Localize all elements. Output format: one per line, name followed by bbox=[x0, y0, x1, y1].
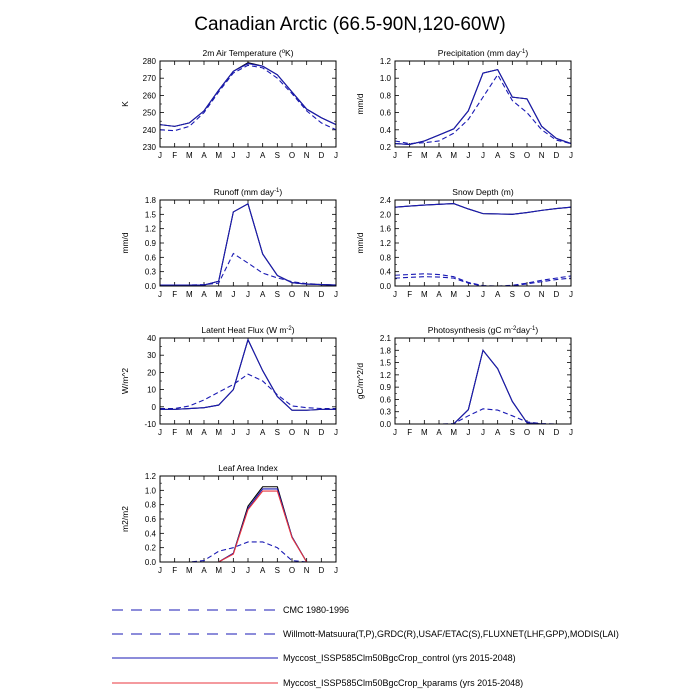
x-tick-label: J bbox=[334, 428, 338, 437]
panel-0 bbox=[120, 48, 338, 160]
x-tick-label: J bbox=[158, 151, 162, 160]
y-tick-label: 1.2 bbox=[379, 57, 391, 66]
y-tick-label: 1.2 bbox=[144, 224, 156, 234]
y-tick-label: 1.8 bbox=[379, 346, 391, 356]
x-tick-label: N bbox=[303, 290, 310, 299]
x-tick-label: M bbox=[215, 290, 223, 299]
series-line-3 bbox=[160, 491, 336, 562]
x-tick-label: J bbox=[231, 566, 236, 575]
x-tick-label: O bbox=[523, 151, 531, 160]
x-tick-label: J bbox=[231, 290, 236, 299]
plot-frame bbox=[160, 200, 336, 286]
legend-entry-3 bbox=[112, 678, 523, 688]
x-tick-label: A bbox=[259, 428, 266, 437]
x-tick-label: A bbox=[201, 290, 207, 299]
panel-title-main: Latent Heat Flux (W m bbox=[201, 325, 287, 335]
legend-label: Willmott-Matsuura(T,P),GRDC(R),USAF/ETAC(S),FLUXNET(LHF,GPP),MODIS(LAI) bbox=[283, 629, 619, 639]
y-tick-label: 0.6 bbox=[379, 395, 391, 405]
panel-2 bbox=[120, 187, 338, 299]
x-tick-label: M bbox=[215, 566, 223, 575]
y-tick-label: 0.6 bbox=[144, 253, 156, 263]
panel-title-tail: ) bbox=[279, 187, 283, 197]
y-tick-label: 1.0 bbox=[144, 486, 156, 496]
y-tick-label: 1.2 bbox=[379, 370, 391, 380]
y-tick-label: 0.8 bbox=[379, 253, 391, 263]
y-tick-label: 0.2 bbox=[379, 143, 391, 152]
series-line-0 bbox=[160, 65, 336, 130]
series-line-0 bbox=[395, 75, 571, 144]
x-tick-label: N bbox=[303, 566, 310, 575]
x-tick-label: J bbox=[334, 290, 338, 299]
x-tick-label: D bbox=[318, 428, 325, 437]
panel-title bbox=[428, 325, 539, 335]
x-tick-label: N bbox=[538, 428, 545, 437]
legend bbox=[112, 605, 619, 688]
x-tick-label: M bbox=[185, 151, 193, 160]
y-tick-label: 0.0 bbox=[144, 558, 156, 567]
plot-frame bbox=[395, 200, 571, 286]
y-tick-label: 0.4 bbox=[379, 125, 391, 135]
y-tick-label: 270 bbox=[142, 74, 156, 84]
x-tick-label: F bbox=[407, 290, 413, 299]
x-tick-label: J bbox=[466, 290, 471, 299]
legend-entry-1 bbox=[112, 629, 619, 639]
y-tick-label: 240 bbox=[142, 125, 156, 135]
x-tick-label: D bbox=[318, 566, 325, 575]
panel-title-main: Snow Depth (m) bbox=[452, 187, 514, 197]
panel-title-tail: ) bbox=[525, 48, 529, 58]
x-tick-label: J bbox=[569, 428, 573, 437]
panel-6 bbox=[120, 463, 338, 575]
y-tick-label: 0.9 bbox=[144, 239, 156, 248]
y-tick-label: 0.0 bbox=[379, 420, 391, 429]
panel-4 bbox=[120, 325, 338, 437]
panel-title-main: Leaf Area Index bbox=[218, 463, 278, 473]
series-line-0 bbox=[160, 374, 336, 408]
x-tick-label: N bbox=[303, 151, 310, 160]
y-tick-label: 250 bbox=[142, 108, 156, 118]
x-tick-label: J bbox=[481, 428, 485, 437]
y-axis-label: K bbox=[120, 101, 130, 107]
series-line-2 bbox=[160, 489, 336, 562]
x-tick-label: J bbox=[481, 151, 485, 160]
series-line-1 bbox=[160, 340, 336, 411]
x-tick-label: J bbox=[246, 566, 250, 575]
x-tick-label: A bbox=[494, 151, 501, 160]
x-tick-label: A bbox=[201, 566, 207, 575]
x-tick-label: J bbox=[393, 151, 397, 160]
y-tick-label: 0.4 bbox=[144, 529, 156, 539]
x-tick-label: S bbox=[274, 151, 281, 160]
y-tick-label: 0.3 bbox=[379, 407, 391, 417]
x-tick-label: A bbox=[259, 151, 266, 160]
series-line-2 bbox=[395, 350, 571, 424]
legend-label: Myccost_ISSP585Clm50BgcCrop_kparams (yrs 2015-2048) bbox=[283, 678, 524, 688]
series-line-2 bbox=[395, 70, 571, 145]
x-tick-label: F bbox=[407, 428, 413, 437]
y-tick-label: 1.6 bbox=[379, 224, 391, 234]
y-tick-label: 1.2 bbox=[379, 239, 391, 248]
x-tick-label: S bbox=[509, 151, 516, 160]
y-tick-label: 2.1 bbox=[379, 334, 391, 343]
x-tick-label: N bbox=[538, 151, 545, 160]
plot-frame bbox=[160, 338, 336, 424]
panel-3 bbox=[355, 187, 573, 299]
y-tick-label: 2.4 bbox=[379, 196, 391, 205]
x-tick-label: M bbox=[450, 290, 458, 299]
panel-title-sup: -2 bbox=[286, 326, 292, 332]
series-line-1 bbox=[160, 204, 336, 285]
x-tick-label: M bbox=[185, 290, 193, 299]
panel-title-tail: K) bbox=[285, 48, 294, 58]
y-tick-label: 30 bbox=[147, 351, 156, 361]
x-tick-label: A bbox=[436, 290, 442, 299]
x-tick-label: S bbox=[509, 428, 516, 437]
y-tick-label: 1.5 bbox=[379, 358, 391, 368]
y-tick-label: -10 bbox=[144, 420, 156, 429]
panel-title bbox=[202, 48, 293, 58]
x-tick-label: A bbox=[436, 428, 442, 437]
y-tick-label: 2.0 bbox=[379, 210, 391, 220]
x-tick-label: J bbox=[158, 290, 162, 299]
x-tick-label: F bbox=[407, 151, 413, 160]
x-tick-label: M bbox=[215, 151, 223, 160]
x-tick-label: A bbox=[259, 290, 266, 299]
y-tick-label: 0.4 bbox=[379, 267, 391, 277]
x-tick-label: J bbox=[231, 151, 236, 160]
x-tick-label: N bbox=[538, 290, 545, 299]
y-axis-label: mm/d bbox=[355, 93, 365, 115]
x-tick-label: F bbox=[172, 428, 178, 437]
x-tick-label: S bbox=[274, 428, 281, 437]
panel-title bbox=[218, 463, 278, 473]
x-tick-label: J bbox=[569, 151, 573, 160]
y-tick-label: 1.5 bbox=[144, 210, 156, 220]
y-axis-label: mm/d bbox=[355, 232, 365, 254]
x-tick-label: O bbox=[288, 428, 296, 437]
plot-frame bbox=[160, 61, 336, 147]
x-tick-label: S bbox=[274, 290, 281, 299]
x-tick-label: M bbox=[420, 428, 428, 437]
x-tick-label: A bbox=[436, 151, 442, 160]
series-line-1 bbox=[395, 70, 571, 145]
y-tick-label: 1.2 bbox=[144, 472, 156, 481]
panel-title-sup: -2 bbox=[510, 326, 517, 332]
series-line-1 bbox=[160, 63, 336, 127]
panel-1 bbox=[355, 48, 573, 160]
panel-title-tail: ) bbox=[291, 325, 295, 335]
x-tick-label: J bbox=[569, 290, 573, 299]
series-line-3 bbox=[395, 204, 571, 215]
x-tick-label: D bbox=[553, 428, 560, 437]
x-tick-label: M bbox=[450, 428, 458, 437]
y-tick-label: 0.2 bbox=[144, 543, 156, 553]
y-tick-label: 20 bbox=[147, 368, 156, 378]
series-line-2 bbox=[160, 204, 336, 285]
panel-5 bbox=[355, 325, 573, 437]
x-tick-label: J bbox=[466, 428, 471, 437]
x-tick-label: D bbox=[318, 290, 325, 299]
x-tick-label: J bbox=[246, 290, 250, 299]
panel-title-tail2: ) bbox=[535, 325, 539, 335]
x-tick-label: J bbox=[231, 428, 236, 437]
x-tick-label: S bbox=[509, 290, 516, 299]
figure-title: Canadian Arctic (66.5-90N,120-60W) bbox=[194, 14, 506, 35]
y-tick-label: 0.6 bbox=[379, 108, 391, 118]
panel-title bbox=[452, 187, 514, 197]
y-tick-label: 260 bbox=[142, 91, 156, 101]
x-tick-label: J bbox=[334, 151, 338, 160]
y-tick-label: 0.6 bbox=[144, 515, 156, 524]
x-tick-label: F bbox=[172, 566, 178, 575]
x-tick-label: M bbox=[215, 428, 223, 437]
panel-title-main: Precipitation (mm day bbox=[437, 48, 521, 58]
x-tick-label: J bbox=[246, 428, 250, 437]
panel-title-sup: -1 bbox=[274, 188, 280, 194]
y-axis-label: mm/d bbox=[120, 232, 130, 254]
x-tick-label: J bbox=[334, 566, 338, 575]
x-tick-label: O bbox=[523, 290, 531, 299]
x-tick-label: J bbox=[158, 428, 162, 437]
y-axis-label: m2/m2 bbox=[120, 506, 130, 532]
x-tick-label: J bbox=[393, 290, 397, 299]
x-tick-label: J bbox=[481, 290, 485, 299]
legend-label: CMC 1980-1996 bbox=[283, 605, 350, 615]
x-tick-label: J bbox=[466, 151, 471, 160]
panels bbox=[120, 48, 573, 575]
panel-title-main: Photosynthesis (gC m bbox=[427, 325, 511, 335]
panel-title-sup2: -1 bbox=[530, 326, 536, 332]
x-tick-label: A bbox=[201, 151, 207, 160]
x-tick-label: M bbox=[185, 428, 193, 437]
panel-title-sup: o bbox=[281, 49, 286, 55]
x-tick-label: A bbox=[494, 290, 501, 299]
panel-title bbox=[438, 48, 529, 58]
y-tick-label: 0 bbox=[151, 402, 156, 412]
x-tick-label: M bbox=[450, 151, 458, 160]
y-tick-label: 280 bbox=[142, 57, 156, 66]
x-tick-label: M bbox=[420, 151, 428, 160]
x-tick-label: A bbox=[494, 428, 501, 437]
y-tick-label: 10 bbox=[147, 385, 156, 395]
series-line-1 bbox=[395, 350, 571, 424]
y-tick-label: 0.3 bbox=[144, 267, 156, 277]
x-tick-label: S bbox=[274, 566, 281, 575]
series-line-1 bbox=[160, 487, 336, 562]
x-tick-label: J bbox=[393, 428, 397, 437]
y-tick-label: 0.8 bbox=[379, 91, 391, 101]
x-tick-label: N bbox=[303, 428, 310, 437]
x-tick-label: O bbox=[288, 151, 296, 160]
y-tick-label: 0.8 bbox=[144, 500, 156, 510]
plot-frame bbox=[160, 476, 336, 562]
y-tick-label: 40 bbox=[147, 334, 156, 343]
x-tick-label: O bbox=[523, 428, 531, 437]
x-tick-label: M bbox=[185, 566, 193, 575]
y-axis-label: W/m^2 bbox=[120, 367, 130, 395]
series-line-2 bbox=[160, 340, 336, 411]
x-tick-label: D bbox=[553, 290, 560, 299]
x-tick-label: J bbox=[246, 151, 250, 160]
panel-title-main: 2m Air Temperature ( bbox=[202, 48, 282, 58]
x-tick-label: M bbox=[420, 290, 428, 299]
x-tick-label: D bbox=[318, 151, 325, 160]
legend-label: Myccost_ISSP585Clm50BgcCrop_control (yrs 2015-2048) bbox=[283, 653, 516, 663]
y-tick-label: 0.0 bbox=[379, 282, 391, 291]
y-tick-label: 0.9 bbox=[379, 383, 391, 393]
y-axis-label: gC/m^2/d bbox=[355, 362, 365, 400]
y-tick-label: 230 bbox=[142, 143, 156, 152]
y-tick-label: 1.8 bbox=[144, 196, 156, 205]
panel-title bbox=[214, 187, 283, 197]
x-tick-label: O bbox=[288, 566, 296, 575]
series-line-2 bbox=[160, 64, 336, 127]
panel-title-main: Runoff (mm day bbox=[213, 187, 275, 197]
x-tick-label: J bbox=[158, 566, 162, 575]
y-tick-label: 1.0 bbox=[379, 74, 391, 84]
legend-entry-2 bbox=[112, 653, 516, 663]
x-tick-label: O bbox=[288, 290, 296, 299]
x-tick-label: D bbox=[553, 151, 560, 160]
series-line-0 bbox=[160, 254, 336, 286]
panel-title bbox=[201, 325, 294, 335]
panel-title-tail: day bbox=[516, 325, 531, 335]
x-tick-label: A bbox=[201, 428, 207, 437]
x-tick-label: A bbox=[259, 566, 266, 575]
legend-entry-0 bbox=[112, 605, 349, 615]
panel-title-sup: -1 bbox=[520, 49, 526, 55]
y-tick-label: 0.0 bbox=[144, 282, 156, 291]
x-tick-label: F bbox=[172, 290, 178, 299]
x-tick-label: F bbox=[172, 151, 178, 160]
